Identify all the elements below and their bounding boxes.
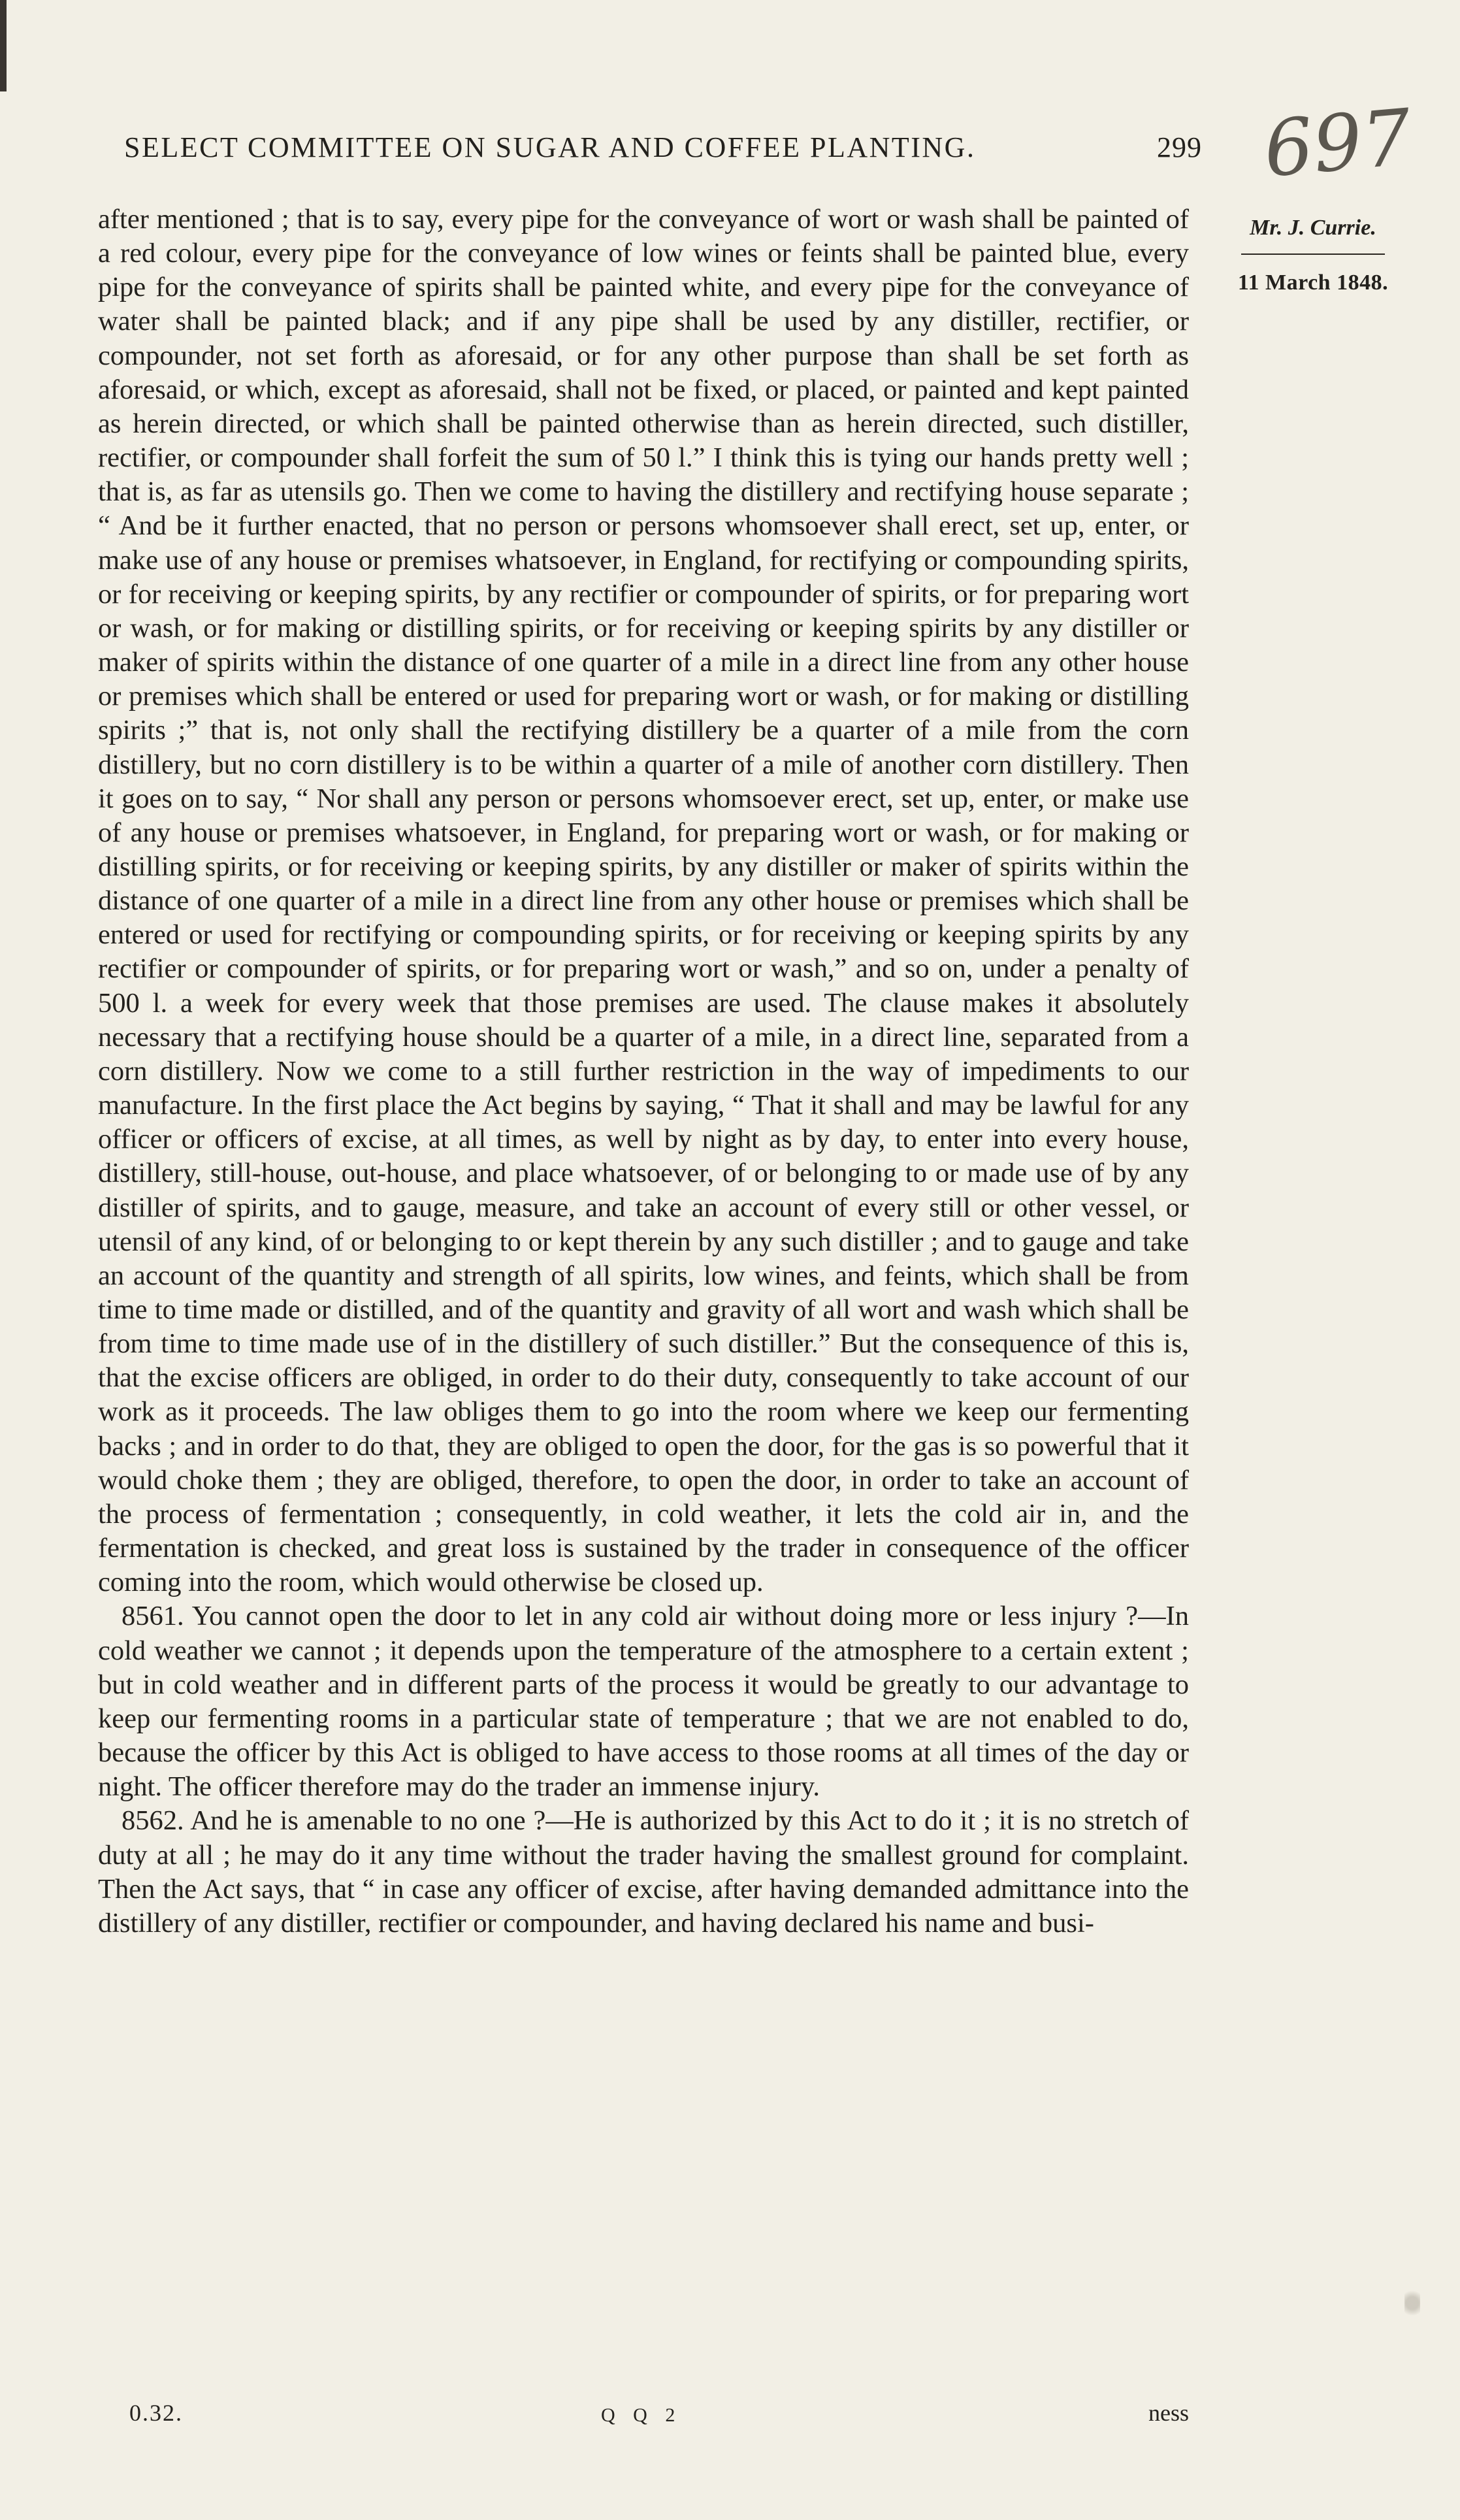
page-edge-shadow (0, 0, 7, 91)
running-head (124, 131, 1202, 164)
page-footer (98, 2399, 1189, 2432)
witness-name: Mr. J. Currie. (1250, 216, 1376, 240)
body-text (98, 203, 1189, 1940)
margin-note (1215, 213, 1411, 298)
paper-blemish (1404, 2283, 1420, 2323)
paragraph-continued: after mentioned ; that is to say, every pipe for the conveyance of wort or wash shall be painted of a red colour, every pipe for the conveyance of low wines or feints shall be painted blue, every pipe for the conveyance of spirits shall be painted white, and every pipe for the conveyance of water shall be painted black; and if any pipe shall be used by any distiller, rectifier, or compounder, not set forth as aforesaid, or for any other purpose than shall be set forth as aforesaid, or which, except as aforesaid, shall not be fixed, or placed, or painted and kept painted as herein directed, or which shall be painted otherwise than as herein directed, such distiller, rectifier, or compounder shall forfeit the sum of 50 l.” I think this is tying our hands pretty well ; that is, as far as utensils go. Then we come to having the distillery and rectifying house separate ; “ And be it further enacted, that no person or persons whomsoever shall erect, set up, enter, or make use of any house or premises whatsoever, in England, for rectifying or compounding spirits, or for receiving or keeping spirits, by any rectifier or compounder of spirits, or for preparing wort or wash, or for making or distilling spirits, or for receiving or keeping spirits by any distiller or maker of spirits within the distance of one quarter of a mile in a direct line from any other house or premises which shall be entered or used for preparing wort or wash, or for making or distilling spirits ;” that is, not only shall the rectifying distillery be a quarter of a mile from the corn distillery, but no corn distillery is to be within a quarter of a mile of another corn distillery. Then it goes on to say, “ Nor shall any person or persons whomsoever erect, set up, enter, or make use of any house or premises whatsoever, in England, for preparing wort or wash, or for making or distilling spirits, or for receiving or keeping spirits, by any distiller or maker of spirits within the distance of one quarter of a mile in a direct line from any other house or premises which shall be entered or used for rectifying or compounding spirits, or for receiving or keeping spirits by any rectifier or compounder of spirits, or for preparing wort or wash,” and so on, under a penalty of 500 l. a week for every week that those premises are used. The clause makes it absolutely necessary that a rectifying house should be a quarter of a mile, in a direct line, separated from a corn distillery. Now we come to a still further restriction in the way of impediments to our manufacture. In the first place the Act begins by saying, “ That it shall and may be lawful for any officer or officers of excise, at all times, as well by night as by day, to enter into every house, distillery, still-house, out-house, and place whatsoever, of or belonging to or made use of by any distiller of spirits, and to gauge, measure, and take an account of every still or other vessel, or utensil of any kind, of or belonging to or kept therein by any such distiller ; and to gauge and take an account of the quantity and strength of all spirits, low wines, and feints, which shall be from time to time made or distilled, and of the quantity and gravity of all wort and wash which shall be from time to time made use of in the distillery of such distiller.” But the consequence of this is, that the excise officers are obliged, in order to do their duty, consequently to take account of our work as it proceeds. The law obliges them to go into the room where we keep our fermenting backs ; and in order to do that, they are obliged to open the door, for the gas is so powerful that it would choke them ; they are obliged, therefore, to open the door, in order to take an account of the process of fermentation ; consequently, in cold weather, it lets the cold air in, and the fermentation is checked, and great loss is sustained by the trader in consequence of the officer coming into the room, which would otherwise be closed up. (98, 204, 1189, 1598)
handwritten-folio: 697 (1260, 91, 1415, 195)
sessional-number: 0.32. (129, 2400, 183, 2426)
catchword: ness (1148, 2400, 1189, 2426)
signature-mark: Q Q 2 (601, 2404, 682, 2426)
question-8562: 8562. And he is amenable to no one ?—He is authorized by this Act to do it ; it is no stretch of duty at all ; he may do it any time without the trader having the smallest ground for complaint. Then the Act says, that “ in case any officer of excise, after having demanded admittance into the distillery of any distiller, rectifier or compounder, and having declared his name and busi- (98, 1805, 1189, 1939)
question-8561: 8561. You cannot open the door to let in any cold air without doing more or less injury ?—In cold weather we cannot ; it depends upon the temperature of the atmosphere to a certain extent ; but in cold weather and in different parts of the process it would be greatly to our advantage to keep our fermenting rooms in a particular state of temperature ; that we are not enabled to do, because the officer by this Act is obliged to have access to those rooms at all times of the day or night. The officer therefore may do the trader an immense injury. (98, 1601, 1189, 1803)
hearing-date: 11 March 1848. (1237, 270, 1389, 295)
page-number: 299 (1157, 131, 1202, 163)
running-title: SELECT COMMITTEE ON SUGAR AND COFFEE PLANTING. (124, 131, 976, 163)
margin-rule (1241, 254, 1385, 255)
